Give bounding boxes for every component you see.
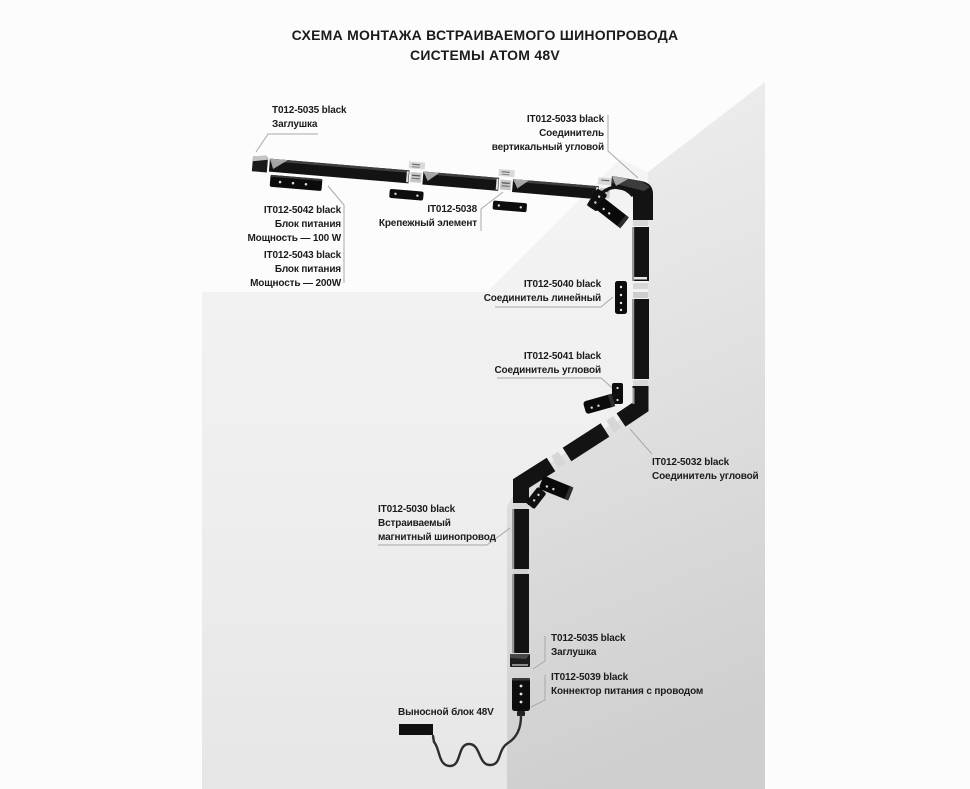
part-desc: Коннектор питания с проводом (551, 685, 704, 697)
label-fastener (379, 203, 477, 231)
part-code: IT012-5032 black (652, 457, 730, 468)
part-desc: Блок питания (274, 218, 341, 230)
label-endcap-top (272, 104, 346, 132)
part-desc: Выносной блок 48V (398, 707, 494, 718)
part-desc: Заглушка (551, 646, 597, 658)
label-endcap-bottom (551, 632, 625, 660)
leader-fastener (481, 192, 503, 231)
label-power-connector (551, 671, 703, 699)
part-code: IT012-5041 black (523, 351, 601, 362)
part-code: IT012-5030 black (378, 504, 456, 515)
part-code: IT012-5033 black (526, 114, 604, 125)
fastening-bracket (493, 200, 528, 212)
label-psu-200w (250, 249, 341, 290)
part-desc: Мощность — 200W (250, 277, 341, 289)
label-linear-connector (484, 278, 601, 306)
label-corner-vertical-connector (492, 113, 604, 154)
part-desc: Соединитель линейный (483, 292, 601, 304)
label-remote-block (398, 706, 494, 720)
label-psu-100w (247, 204, 341, 245)
part-desc: Мощность — 100 W (247, 232, 341, 244)
part-desc: Соединитель (539, 127, 604, 139)
joint-stub (633, 380, 648, 386)
track-segment (512, 179, 599, 199)
joint-stub (633, 220, 648, 226)
remote-power-block (399, 724, 433, 735)
power-feed-connector (512, 678, 530, 716)
leader-endcap-top (256, 134, 318, 152)
title-line-2: СИСТЕМЫ АТОМ 48V (409, 47, 561, 63)
part-desc: магнитный шинопровод (378, 531, 496, 543)
part-desc: Соединитель угловой (494, 364, 601, 376)
part-code: IT012-5042 black (263, 205, 341, 216)
part-code: IT012-5039 black (551, 672, 629, 683)
wall-track-vertical-upper (632, 220, 649, 386)
joint-stub (513, 569, 528, 574)
wall-track-vertical-lower (512, 503, 529, 653)
label-corner-connector-upper (494, 350, 601, 378)
part-code: IT012-5040 black (523, 279, 601, 290)
part-code: T012-5035 black (272, 105, 347, 116)
part-code: IT012-5043 black (263, 250, 341, 261)
joint-stub (633, 292, 648, 298)
gap-connector (497, 169, 515, 191)
part-code: T012-5035 black (551, 633, 626, 644)
joint-stub (633, 283, 648, 289)
label-corner-connector-lower (652, 456, 759, 484)
track-end-cap-bottom (510, 654, 530, 667)
linear-connector-unit (615, 281, 627, 314)
joint-stub (513, 503, 528, 509)
power-supply-unit (270, 175, 323, 191)
gap-connector (408, 161, 426, 183)
part-code: IT012-5038 (427, 204, 477, 215)
diagram-title (0, 25, 970, 65)
track-segment (422, 172, 499, 191)
part-desc: Заглушка (272, 118, 318, 130)
part-desc: Крепежный элемент (378, 217, 477, 229)
part-desc: Блок питания (274, 263, 341, 275)
part-desc: Соединитель угловой (652, 470, 759, 482)
title-line-1: СХЕМА МОНТАЖА ВСТРАИВАЕМОГО ШИНОПРОВОДА (291, 27, 679, 43)
fastening-bracket (389, 189, 424, 201)
label-track (378, 503, 496, 544)
part-desc: вертикальный угловой (491, 141, 604, 153)
part-desc: Встраиваемый (378, 517, 451, 529)
